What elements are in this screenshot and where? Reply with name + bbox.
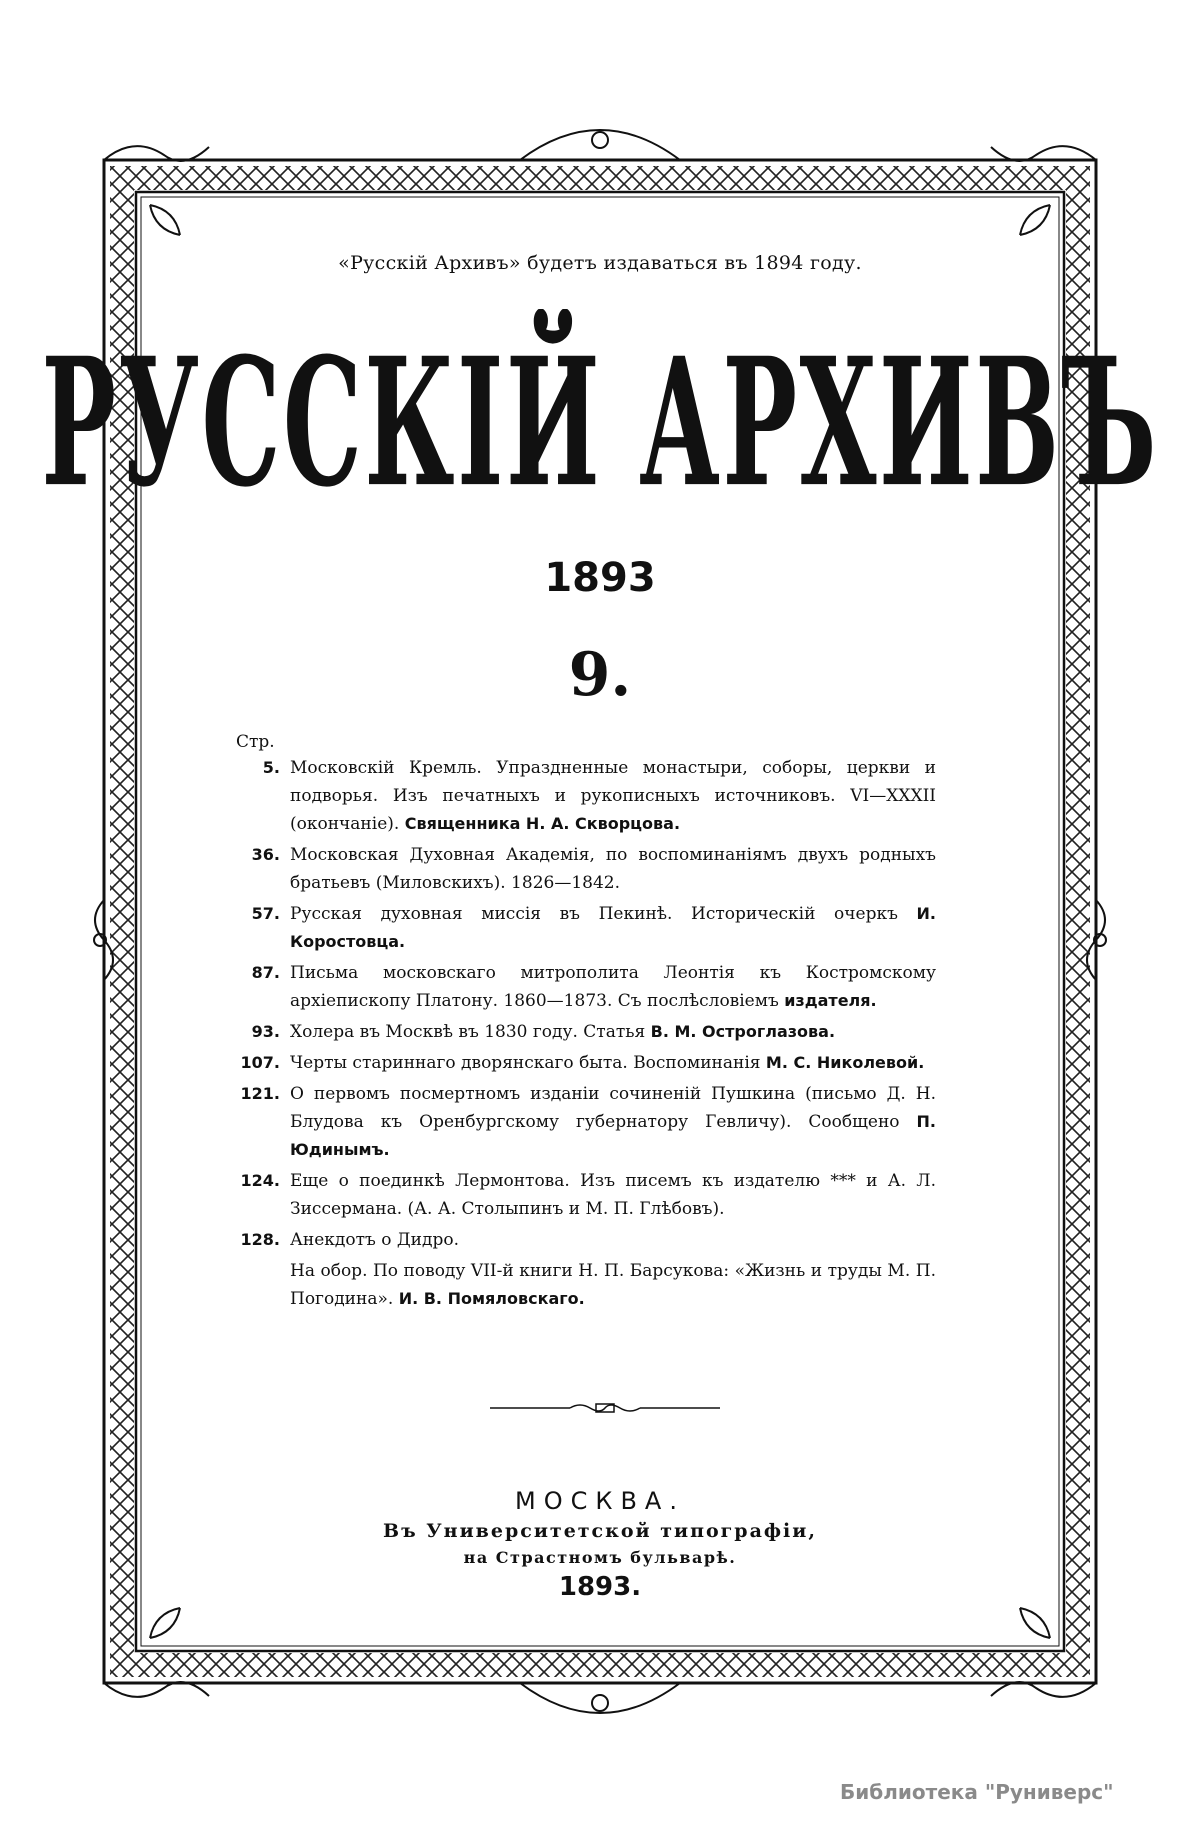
toc-page-number: 57. (251, 904, 280, 923)
toc-entry (236, 754, 936, 838)
toc-title (290, 754, 936, 838)
imprint-city: МОСКВА. (515, 1487, 685, 1515)
issue-number: 9. (568, 640, 632, 710)
toc-page-number: 121. (240, 1084, 280, 1103)
toc-author: Священника Н. А. Скворцова. (404, 814, 681, 833)
toc-title-text: Московскій Кремль. Упраздненные монастыри, соборы, церкви и подворья. Изъ печатныхъ и рукописныхъ источниковъ. VI—XXXII (окончаніе). (290, 758, 936, 834)
toc-entry (236, 1018, 936, 1046)
ornamental-divider (490, 1400, 720, 1416)
toc-title-text: Московская Духовная Академія, по воспоминаніямъ двухъ родныхъ братьевъ (Миловскихъ). 1826—1842. (290, 845, 936, 893)
masthead (41, 318, 1159, 526)
toc-page-number: 124. (240, 1171, 280, 1190)
toc-title (290, 1257, 936, 1313)
toc-title (290, 1226, 936, 1254)
toc-page-number: 87. (251, 963, 280, 982)
toc-author: В. М. Остроглазова. (650, 1022, 836, 1041)
toc-page-number: 93. (251, 1022, 280, 1041)
toc-title-text: Холера въ Москвѣ въ 1830 году. Статья (290, 1022, 646, 1042)
toc-title (290, 1018, 936, 1046)
toc-title (290, 1049, 936, 1077)
toc-entry (236, 1226, 936, 1254)
toc-page-number: 36. (251, 845, 280, 864)
toc-title-text: Письма московскаго митрополита Леонтія къ Костромскому архіепископу Платону. 1860—1873. Съ послѣсловіемъ (290, 963, 936, 1011)
toc-author: И. В. Помяловскаго. (398, 1289, 585, 1308)
toc-entry (236, 900, 936, 956)
toc-title (290, 900, 936, 956)
journal-title: РУССКІЙ АРХИВЪ (41, 319, 1159, 526)
toc-page-number (236, 1257, 280, 1313)
toc-title (290, 1080, 936, 1164)
toc-page-number: 107. (240, 1053, 280, 1072)
toc-title-text: Анекдотъ о Дидро. (290, 1230, 459, 1250)
toc-title (290, 959, 936, 1015)
toc-entry (236, 1049, 936, 1077)
toc-title-text: На обор. По поводу VII-й книги Н. П. Барсукова: «Жизнь и труды М. П. Погодина». (290, 1261, 936, 1309)
publication-notice: «Русскій Архивъ» будетъ издаваться въ 1894 году. (338, 252, 862, 274)
toc-entry (236, 841, 936, 897)
toc-title-text: Русская духовная миссія въ Пекинѣ. Историческій очеркъ (290, 904, 898, 924)
toc-entry (236, 1080, 936, 1164)
toc-author: издателя. (784, 991, 877, 1010)
toc-entry (236, 959, 936, 1015)
toc-title-text: Черты стариннаго дворянскаго быта. Воспоминанія (290, 1053, 761, 1073)
toc-title (290, 1167, 936, 1223)
toc-entry (236, 1167, 936, 1223)
year: 1893 (544, 555, 656, 601)
toc-page-number: 128. (240, 1230, 280, 1249)
table-of-contents (236, 732, 936, 1316)
imprint-year: 1893. (558, 1572, 642, 1602)
toc-page-number: 5. (262, 758, 280, 777)
toc-author: И. Коростовца. (290, 904, 936, 951)
imprint-press: Въ Университетской типографіи, (383, 1520, 817, 1542)
toc-title (290, 841, 936, 897)
imprint-street: на Страстномъ бульварѣ. (463, 1548, 737, 1567)
toc-page-header: Стр. (236, 732, 275, 752)
toc-entry (236, 1257, 936, 1313)
toc-title-text: Еще о поединкѣ Лермонтова. Изъ писемъ къ издателю *** и А. Л. Зиссермана. (А. А. Столыпинъ и М. П. Глѣбовъ). (290, 1171, 936, 1219)
toc-author: П. Юдинымъ. (290, 1112, 936, 1159)
toc-title-text: О первомъ посмертномъ изданіи сочиненій Пушкина (письмо Д. Н. Блудова къ Оренбургскому губернатору Гевличу). Сообщено (290, 1084, 936, 1132)
toc-author: М. С. Николевой. (765, 1053, 925, 1072)
library-watermark: Библиотека "Руниверс" (840, 1780, 1114, 1804)
